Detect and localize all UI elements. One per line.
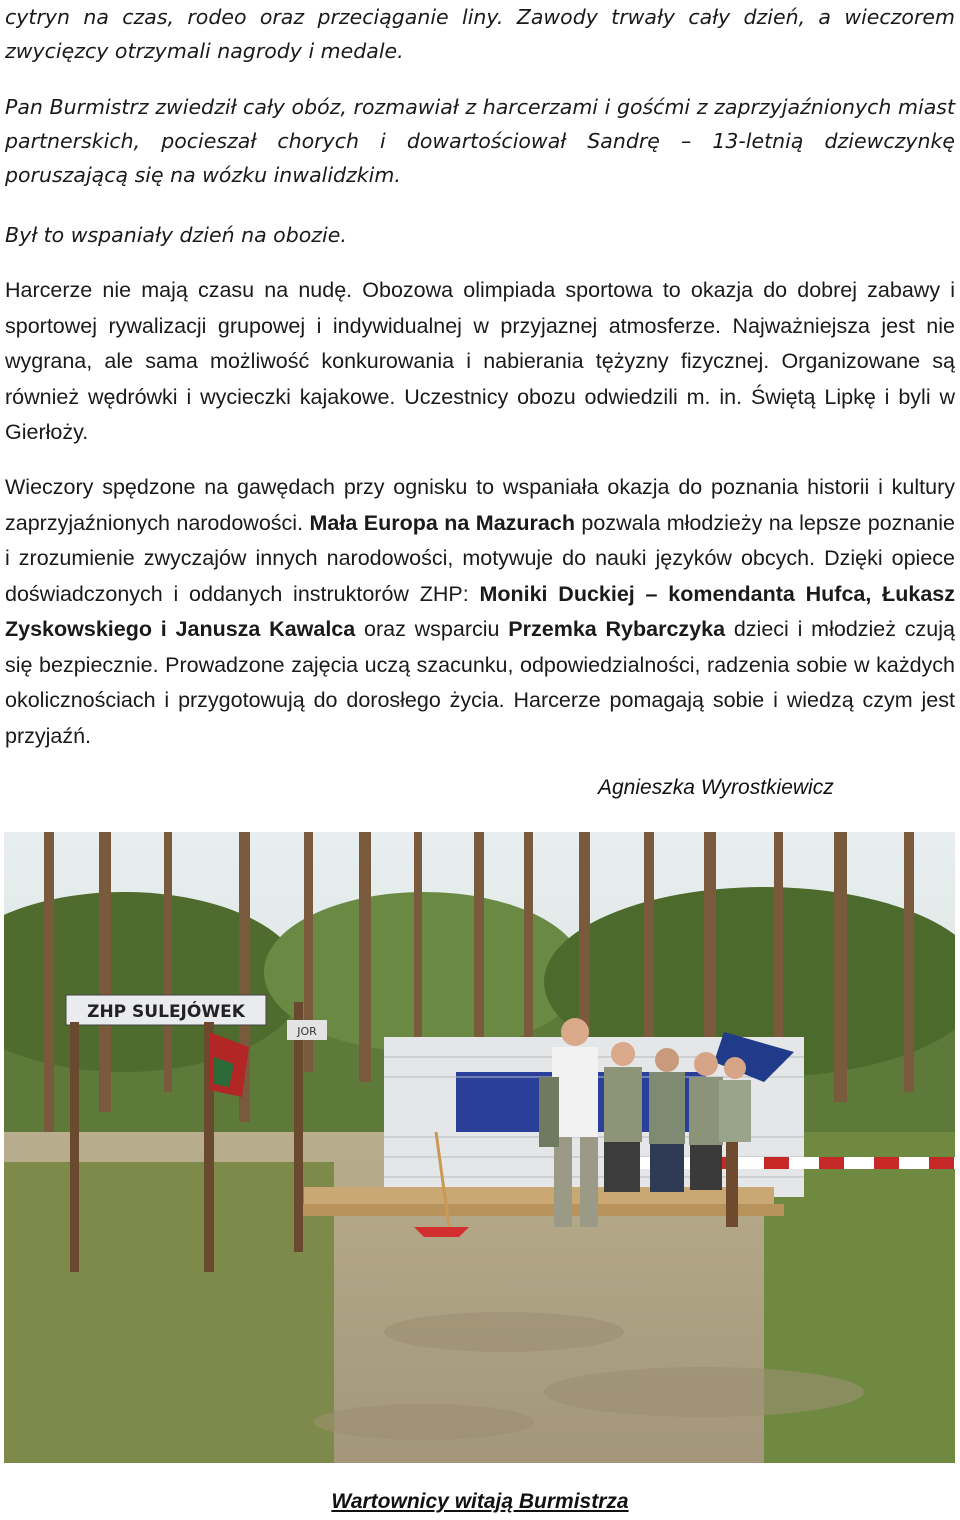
small-sign-text: JOR bbox=[297, 1025, 317, 1038]
paragraph-1: cytryn na czas, rodeo oraz przeciąganie liny. Zawody trwały cały dzień, a wieczorem zwycięzcy otrzymali nagrody i medale. bbox=[5, 5, 955, 63]
p5-bold-2: Moniki Duckiej – komendanta Hufca, Łukasz Zyskowskiego i Janusza Kawalca bbox=[5, 581, 955, 641]
paragraph-4: Harcerze nie mają czasu na nudę. Obozowa olimpiada sportowa to okazja do dobrej zabawy i sportowej rywalizacji grupowej i indywidualnej w przyjaznej atmosferze. Najważniejsza jest nie wygrana, ale sama możliwość konkurowania i nabierania tężyzny fizycznej. Organizowane są również wędrówki i wycieczki kajakowe. Uczestnicy obozu odwiedzili m. in. Świętą Lipkę i byli w Gierłoży. bbox=[5, 278, 955, 444]
p5-text-a: Wieczory spędzone na gawędach przy ognisku to wspaniała okazja do poznania historii i kultury zaprzyjaźnionych narodowości. bbox=[5, 475, 955, 535]
paragraph-5 bbox=[5, 470, 955, 754]
camp-photo-illustration bbox=[4, 832, 955, 1463]
p5-text-d: oraz wsparciu bbox=[355, 617, 509, 641]
camp-photo bbox=[4, 832, 955, 1463]
p5-bold-1: Mała Europa na Mazurach bbox=[309, 510, 575, 535]
photo-caption bbox=[0, 1490, 960, 1514]
p5-bold-3: Przemka Rybarczyka bbox=[508, 617, 726, 641]
sign-text: ZHP SULEJÓWEK bbox=[87, 1002, 245, 1022]
author-signature: Agnieszka Wyrostkiewicz bbox=[598, 776, 834, 799]
p5-text-e: dzieci i młodzież czują się bezpiecznie. Prowadzone zajęcia uczą szacunku, odpowiedzialności, radzenia sobie w każdych okolicznościach i przygotowują do dorosłego życia. Harcerze pomagają sobie i wiedzą czym jest przyjaźń. bbox=[5, 617, 955, 748]
paragraph-3: Był to wspaniały dzień na obozie. bbox=[5, 223, 347, 247]
photo-caption-text: Wartownicy witają Burmistrza bbox=[331, 1490, 629, 1513]
paragraph-2: Pan Burmistrz zwiedził cały obóz, rozmawiał z harcerzami i gośćmi z zaprzyjaźnionych miast partnerskich, pocieszał chorych i dowartościował Sandrę – 13-letnią dziewczynkę poruszającą się na wózku inwalidzkim. bbox=[5, 95, 955, 187]
p5-text-c: pozwala młodzieży na lepsze poznanie i zrozumienie zwyczajów innych narodowości, motywuje do nauki języków obcych. Dzięki opiece doświadczonych i oddanych instruktorów ZHP: bbox=[5, 510, 956, 606]
